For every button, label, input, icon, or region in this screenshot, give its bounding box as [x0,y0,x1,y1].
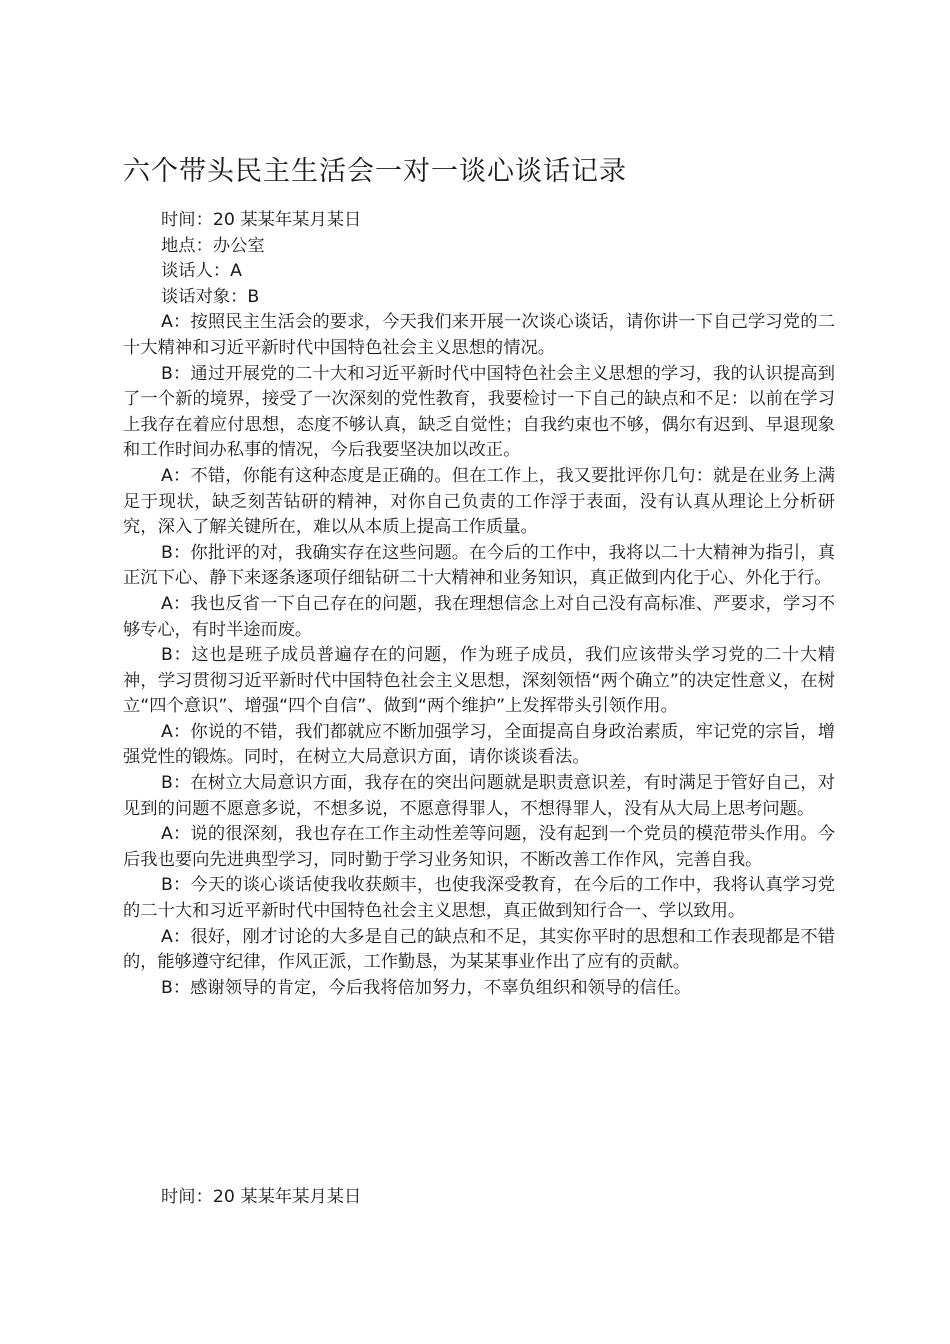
meta-interviewee: 谈话对象：B [161,286,260,307]
meta-speaker: 谈话人：A [161,261,242,282]
dialogue-paragraph: B：这也是班子成员普遍存在的问题，作为班子成员，我们应该带头学习党的二十大精神，学习贯彻习近平新时代中国特色社会主义思想，深刻领悟“两个确立”的决定性意义，在树立“四个意识”、增强“四个自信”、做到“两个维护”上发挥带头引领作用。 [123,645,835,717]
dialogue-paragraph: A：说的很深刻，我也存在工作主动性差等问题，没有起到一个党员的模范带头作用。今后我也要向先进典型学习，同时勤于学习业务知识，不断改善工作作风，完善自我。 [123,824,835,870]
dialogue-paragraph: B：感谢领导的肯定，今后我将倍加努力，不辜负组织和领导的信任。 [161,977,692,998]
meta-location: 地点：办公室 [161,235,265,256]
document-body [123,208,835,1001]
dialogue-paragraph: A：很好，刚才讨论的大多是自己的缺点和不足，其实你平时的思想和工作表现都是不错的，能够遵守纪律，作风正派，工作勤恳，为某某事业作出了应有的贡献。 [123,926,835,973]
dialogue-paragraph: B：通过开展党的二十大和习近平新时代中国特色社会主义思想的学习，我的认识提高到了一个新的境界，接受了一次深刻的党性教育，我要检讨一下自己的缺点和不足：以前在学习上我存在着应付思想，态度不够认真，缺乏自觉性；自我约束也不够，偶尔有迟到、早退现象和工作时间办私事的情况，今后我要坚决加以改正。 [123,363,835,461]
footer-meta-time: 时间：20 某某年某月某日 [161,1187,362,1207]
dialogue-paragraph: A：不错，你能有这种态度是正确的。但在工作上，我又要批评你几句：就是在业务上满足于现状，缺乏刻苦钻研的精神，对你自己负责的工作浮于表面，没有认真从理论上分析研究，深入了解关键所在，难以从本质上提高工作质量。 [123,465,835,538]
dialogue-paragraph: A：我也反省一下自己存在的问题，我在理想信念上对自己没有高标准、严要求，学习不够专心，有时半途而废。 [123,593,835,640]
dialogue-paragraph: A：按照民主生活会的要求，今天我们来开展一次谈心谈话，请你讲一下自己学习党的二十大精神和习近平新时代中国特色社会主义思想的情况。 [123,312,835,358]
meta-time: 时间：20 某某年某月某日 [161,210,362,230]
document-title: 六个带头民主生活会一对一谈心谈话记录 [123,156,627,187]
dialogue-paragraph: A：你说的不错，我们都就应不断加强学习，全面提高自身政治素质，牢记党的宗旨，增强党性的锻炼。同时，在树立大局意识方面，请你谈谈看法。 [123,721,835,768]
dialogue-paragraph: B：今天的谈心谈话使我收获颇丰，也使我深受教育，在今后的工作中，我将认真学习党的二十大和习近平新时代中国特色社会主义思想，真正做到知行合一、学以致用。 [123,875,835,922]
dialogue-paragraph: B：你批评的对，我确实存在这些问题。在今后的工作中，我将以二十大精神为指引，真正沉下心、静下来逐条逐项仔细钻研二十大精神和业务知识，真正做到内化于心、外化于行。 [123,542,835,589]
dialogue-paragraph: B：在树立大局意识方面，我存在的突出问题就是职责意识差，有时满足于管好自己，对见到的问题不愿意多说，不想多说，不愿意得罪人，不想得罪人，没有从大局上思考问题。 [123,773,835,819]
